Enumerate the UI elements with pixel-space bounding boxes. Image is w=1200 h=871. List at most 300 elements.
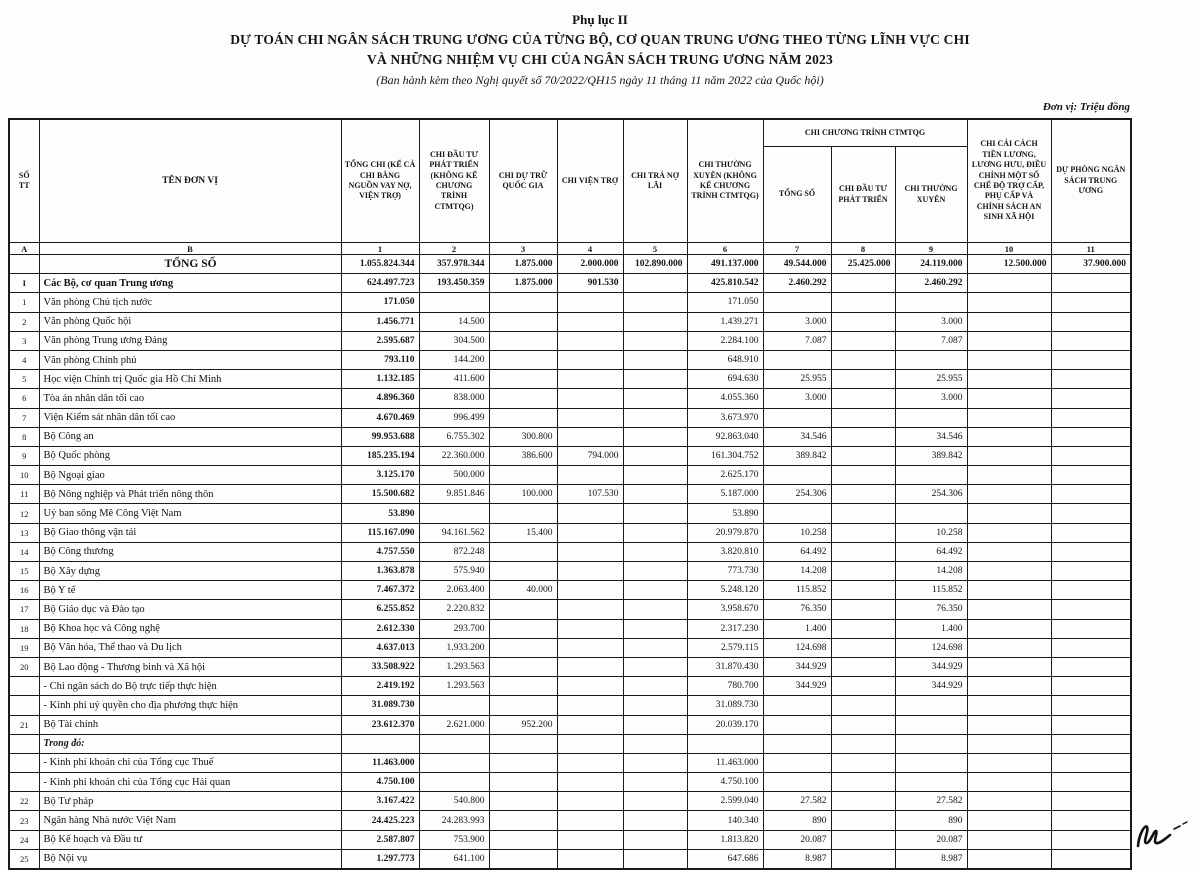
value-col-3 <box>489 293 557 312</box>
value-col-9: 10.258 <box>895 523 967 542</box>
value-col-3 <box>489 734 557 753</box>
row-index: 11 <box>9 485 39 504</box>
value-col-7: 115.852 <box>763 581 831 600</box>
unit-name: Bộ Văn hóa, Thể thao và Du lịch <box>39 638 341 657</box>
value-col-7: 344.929 <box>763 657 831 676</box>
table-row <box>9 293 1131 312</box>
value-col-5 <box>623 370 687 389</box>
table-body <box>9 255 1131 870</box>
value-col-6: 648.910 <box>687 350 763 369</box>
value-col-4 <box>557 830 623 849</box>
value-col-2: 1.293.563 <box>419 657 489 676</box>
table-row <box>9 504 1131 523</box>
value-col-7: 20.087 <box>763 830 831 849</box>
value-col-7: 254.306 <box>763 485 831 504</box>
value-col-2: 2.063.400 <box>419 581 489 600</box>
value-col-7 <box>763 696 831 715</box>
value-col-11 <box>1051 581 1131 600</box>
column-letter: 7 <box>763 243 831 255</box>
unit-name: Bộ Ngoại giao <box>39 466 341 485</box>
value-col-7 <box>763 350 831 369</box>
value-col-3 <box>489 350 557 369</box>
value-col-4 <box>557 715 623 734</box>
row-index: 1 <box>9 293 39 312</box>
value-col-3: 1.875.000 <box>489 255 557 274</box>
value-col-8 <box>831 792 895 811</box>
table-row <box>9 446 1131 465</box>
value-col-10 <box>967 293 1051 312</box>
value-col-6: 53.890 <box>687 504 763 523</box>
value-col-2: 94.161.562 <box>419 523 489 542</box>
value-col-3 <box>489 562 557 581</box>
column-letter: 6 <box>687 243 763 255</box>
value-col-9: 24.119.000 <box>895 255 967 274</box>
unit-name: Uỷ ban sông Mê Công Việt Nam <box>39 504 341 523</box>
value-col-10 <box>967 773 1051 792</box>
budget-table <box>8 118 1132 870</box>
value-col-8 <box>831 562 895 581</box>
unit-name: Tòa án nhân dân tối cao <box>39 389 341 408</box>
value-col-11 <box>1051 753 1131 772</box>
unit-name: Văn phòng Trung ương Đảng <box>39 331 341 350</box>
value-col-3: 100.000 <box>489 485 557 504</box>
value-col-1: 171.050 <box>341 293 419 312</box>
table-row <box>9 312 1131 331</box>
value-col-3 <box>489 600 557 619</box>
value-col-5 <box>623 427 687 446</box>
value-col-3 <box>489 312 557 331</box>
value-col-11 <box>1051 811 1131 830</box>
header-col10: CHI CẢI CÁCH TIỀN LƯƠNG, LƯƠNG HƯU, ĐIỀU CHỈNH MỘT SỐ CHẾ ĐỘ TRỢ CẤP, PHỤ CẤP VÀ CHÍNH SÁCH AN SINH XÃ HỘI <box>967 119 1051 243</box>
value-col-3 <box>489 504 557 523</box>
value-col-11 <box>1051 293 1131 312</box>
value-col-9 <box>895 696 967 715</box>
value-col-3 <box>489 542 557 561</box>
value-col-8 <box>831 638 895 657</box>
value-col-5: 102.890.000 <box>623 255 687 274</box>
value-col-4 <box>557 696 623 715</box>
value-col-6: 4.750.100 <box>687 773 763 792</box>
value-col-6: 3.958.670 <box>687 600 763 619</box>
row-index: 8 <box>9 427 39 446</box>
column-letter: 9 <box>895 243 967 255</box>
value-col-9: 20.087 <box>895 830 967 849</box>
value-col-5 <box>623 677 687 696</box>
table-row <box>9 562 1131 581</box>
table-row <box>9 331 1131 350</box>
row-index: 6 <box>9 389 39 408</box>
value-col-2 <box>419 293 489 312</box>
value-col-1 <box>341 734 419 753</box>
unit-name: Bộ Lao động - Thương binh và Xã hội <box>39 657 341 676</box>
value-col-6: 2.579.115 <box>687 638 763 657</box>
value-col-4: 107.530 <box>557 485 623 504</box>
value-col-5 <box>623 792 687 811</box>
value-col-6: 694.630 <box>687 370 763 389</box>
value-col-1: 4.896.360 <box>341 389 419 408</box>
unit-name: - Kinh phí khoán chi của Tổng cục Hải quan <box>39 773 341 792</box>
value-col-9 <box>895 773 967 792</box>
value-col-2: 838.000 <box>419 389 489 408</box>
value-col-1: 23.612.370 <box>341 715 419 734</box>
value-col-11 <box>1051 734 1131 753</box>
value-col-9: 890 <box>895 811 967 830</box>
value-col-4 <box>557 293 623 312</box>
value-col-10 <box>967 523 1051 542</box>
value-col-8 <box>831 504 895 523</box>
value-col-10 <box>967 792 1051 811</box>
row-index: 12 <box>9 504 39 523</box>
document-title-line1: DỰ TOÁN CHI NGÂN SÁCH TRUNG ƯƠNG CỦA TỪNG BỘ, CƠ QUAN TRUNG ƯƠNG THEO TỪNG LĨNH VỰC CHI <box>230 31 970 47</box>
column-letter: 4 <box>557 243 623 255</box>
table-row <box>9 427 1131 446</box>
value-col-7 <box>763 293 831 312</box>
header-col8: CHI ĐẦU TƯ PHÁT TRIỂN <box>831 147 895 243</box>
value-col-4 <box>557 389 623 408</box>
value-col-1: 1.456.771 <box>341 312 419 331</box>
value-col-3 <box>489 696 557 715</box>
value-col-7: 34.546 <box>763 427 831 446</box>
row-index: 3 <box>9 331 39 350</box>
row-index: 21 <box>9 715 39 734</box>
value-col-5 <box>623 446 687 465</box>
value-col-11 <box>1051 427 1131 446</box>
value-col-8 <box>831 619 895 638</box>
value-col-8 <box>831 485 895 504</box>
value-col-3 <box>489 830 557 849</box>
value-col-8 <box>831 600 895 619</box>
value-col-11 <box>1051 562 1131 581</box>
value-col-5 <box>623 619 687 638</box>
value-col-4 <box>557 331 623 350</box>
table-row <box>9 677 1131 696</box>
value-col-10 <box>967 830 1051 849</box>
value-col-7: 64.492 <box>763 542 831 561</box>
value-col-7: 124.698 <box>763 638 831 657</box>
header-col6: CHI THƯỜNG XUYÊN (KHÔNG KỂ CHƯƠNG TRÌNH CTMTQG) <box>687 119 763 243</box>
value-col-3: 952.200 <box>489 715 557 734</box>
row-index <box>9 255 39 274</box>
value-col-11 <box>1051 638 1131 657</box>
value-col-5 <box>623 753 687 772</box>
value-col-3: 386.600 <box>489 446 557 465</box>
value-col-8 <box>831 677 895 696</box>
row-index: I <box>9 274 39 293</box>
value-col-1: 2.419.192 <box>341 677 419 696</box>
value-col-9: 27.582 <box>895 792 967 811</box>
value-col-1: 4.637.013 <box>341 638 419 657</box>
column-letter: 3 <box>489 243 557 255</box>
value-col-4: 901.530 <box>557 274 623 293</box>
value-col-4 <box>557 408 623 427</box>
value-col-4 <box>557 619 623 638</box>
value-col-5 <box>623 542 687 561</box>
table-row <box>9 370 1131 389</box>
value-col-9: 2.460.292 <box>895 274 967 293</box>
value-col-6: 425.810.542 <box>687 274 763 293</box>
value-col-10 <box>967 274 1051 293</box>
value-col-3 <box>489 370 557 389</box>
header-stt: SỐ TT <box>9 119 39 243</box>
value-col-1: 6.255.852 <box>341 600 419 619</box>
value-col-10 <box>967 638 1051 657</box>
unit-name: Bộ Công thương <box>39 542 341 561</box>
value-col-3 <box>489 792 557 811</box>
value-col-1: 3.167.422 <box>341 792 419 811</box>
value-col-10 <box>967 446 1051 465</box>
value-col-8 <box>831 389 895 408</box>
value-col-8 <box>831 293 895 312</box>
unit-name: TỔNG SỐ <box>39 255 341 274</box>
value-col-1: 7.467.372 <box>341 581 419 600</box>
unit-name: Văn phòng Chủ tịch nước <box>39 293 341 312</box>
value-col-11 <box>1051 312 1131 331</box>
value-col-3 <box>489 773 557 792</box>
value-col-1: 31.089.730 <box>341 696 419 715</box>
unit-name: - Kinh phí uỷ quyền cho địa phương thực hiện <box>39 696 341 715</box>
value-col-6: 647.686 <box>687 849 763 869</box>
header-group-ctmtqg: CHI CHƯƠNG TRÌNH CTMTQG <box>763 119 967 147</box>
value-col-8 <box>831 811 895 830</box>
row-index <box>9 753 39 772</box>
value-col-11 <box>1051 466 1131 485</box>
value-col-8 <box>831 427 895 446</box>
value-col-5 <box>623 504 687 523</box>
value-col-6: 3.820.810 <box>687 542 763 561</box>
column-letter-row <box>9 243 1131 255</box>
table-row <box>9 753 1131 772</box>
value-col-2: 193.450.359 <box>419 274 489 293</box>
value-col-6: 5.248.120 <box>687 581 763 600</box>
value-col-5 <box>623 715 687 734</box>
value-col-6: 1.439.271 <box>687 312 763 331</box>
value-col-8 <box>831 734 895 753</box>
value-col-5 <box>623 849 687 869</box>
unit-note: Đơn vị: Triệu đồng <box>1042 101 1130 113</box>
column-letter: 5 <box>623 243 687 255</box>
table-row <box>9 581 1131 600</box>
value-col-4 <box>557 312 623 331</box>
value-col-10 <box>967 312 1051 331</box>
value-col-3 <box>489 331 557 350</box>
value-col-5 <box>623 562 687 581</box>
value-col-8 <box>831 274 895 293</box>
value-col-11 <box>1051 696 1131 715</box>
row-index <box>9 734 39 753</box>
value-col-2: 2.621.000 <box>419 715 489 734</box>
value-col-1: 793.110 <box>341 350 419 369</box>
value-col-7: 14.208 <box>763 562 831 581</box>
unit-name: Bộ Giáo dục và Đào tạo <box>39 600 341 619</box>
value-col-1: 99.953.688 <box>341 427 419 446</box>
value-col-2: 996.499 <box>419 408 489 427</box>
value-col-1: 3.125.170 <box>341 466 419 485</box>
value-col-11 <box>1051 792 1131 811</box>
table-row <box>9 485 1131 504</box>
value-col-9: 389.842 <box>895 446 967 465</box>
document-header <box>0 0 1200 89</box>
value-col-4 <box>557 811 623 830</box>
value-col-8 <box>831 542 895 561</box>
value-col-4 <box>557 504 623 523</box>
row-index: 25 <box>9 849 39 869</box>
value-col-7: 2.460.292 <box>763 274 831 293</box>
value-col-6 <box>687 734 763 753</box>
value-col-6: 773.730 <box>687 562 763 581</box>
value-col-7 <box>763 753 831 772</box>
row-index: 16 <box>9 581 39 600</box>
value-col-8 <box>831 773 895 792</box>
row-index: 23 <box>9 811 39 830</box>
value-col-10: 12.500.000 <box>967 255 1051 274</box>
value-col-2: 872.248 <box>419 542 489 561</box>
value-col-8 <box>831 830 895 849</box>
table-row <box>9 542 1131 561</box>
value-col-3 <box>489 657 557 676</box>
value-col-3 <box>489 389 557 408</box>
value-col-5 <box>623 389 687 408</box>
value-col-7 <box>763 408 831 427</box>
value-col-2: 500.000 <box>419 466 489 485</box>
value-col-2 <box>419 504 489 523</box>
value-col-2: 641.100 <box>419 849 489 869</box>
value-col-9: 344.929 <box>895 657 967 676</box>
value-col-1: 11.463.000 <box>341 753 419 772</box>
value-col-10 <box>967 485 1051 504</box>
header-col1: TỔNG CHI (KỂ CẢ CHI BẰNG NGUỒN VAY NỢ, VIỆN TRỢ) <box>341 119 419 243</box>
value-col-2 <box>419 753 489 772</box>
value-col-9: 3.000 <box>895 389 967 408</box>
value-col-2: 293.700 <box>419 619 489 638</box>
value-col-4 <box>557 773 623 792</box>
value-col-1: 2.587.807 <box>341 830 419 849</box>
value-col-11 <box>1051 274 1131 293</box>
value-col-5 <box>623 696 687 715</box>
row-index <box>9 696 39 715</box>
table-row <box>9 734 1131 753</box>
value-col-1: 33.508.922 <box>341 657 419 676</box>
value-col-6: 20.979.870 <box>687 523 763 542</box>
unit-name: Các Bộ, cơ quan Trung ương <box>39 274 341 293</box>
value-col-5 <box>623 274 687 293</box>
value-col-7: 3.000 <box>763 312 831 331</box>
value-col-9: 124.698 <box>895 638 967 657</box>
value-col-3 <box>489 753 557 772</box>
table-row <box>9 638 1131 657</box>
value-col-2: 304.500 <box>419 331 489 350</box>
value-col-6: 3.673.970 <box>687 408 763 427</box>
value-col-4 <box>557 542 623 561</box>
value-col-4 <box>557 753 623 772</box>
table-row <box>9 773 1131 792</box>
value-col-3 <box>489 677 557 696</box>
value-col-4 <box>557 370 623 389</box>
value-col-11 <box>1051 446 1131 465</box>
value-col-7 <box>763 466 831 485</box>
table-row <box>9 274 1131 293</box>
value-col-11 <box>1051 504 1131 523</box>
column-letter: B <box>39 243 341 255</box>
value-col-8: 25.425.000 <box>831 255 895 274</box>
value-col-2: 411.600 <box>419 370 489 389</box>
value-col-8 <box>831 753 895 772</box>
unit-name: - Kinh phí khoán chi của Tổng cục Thuế <box>39 753 341 772</box>
value-col-8 <box>831 696 895 715</box>
value-col-5 <box>623 830 687 849</box>
table-row <box>9 389 1131 408</box>
value-col-10 <box>967 849 1051 869</box>
value-col-10 <box>967 350 1051 369</box>
value-col-3 <box>489 408 557 427</box>
value-col-6: 2.599.040 <box>687 792 763 811</box>
value-col-9 <box>895 350 967 369</box>
value-col-5 <box>623 734 687 753</box>
table-row <box>9 715 1131 734</box>
unit-name: Bộ Tư pháp <box>39 792 341 811</box>
table-row <box>9 811 1131 830</box>
value-col-3: 300.800 <box>489 427 557 446</box>
value-col-10 <box>967 657 1051 676</box>
value-col-7: 1.400 <box>763 619 831 638</box>
value-col-2 <box>419 696 489 715</box>
value-col-10 <box>967 753 1051 772</box>
value-col-1: 53.890 <box>341 504 419 523</box>
value-col-8 <box>831 331 895 350</box>
value-col-1: 4.757.550 <box>341 542 419 561</box>
value-col-7: 389.842 <box>763 446 831 465</box>
unit-name: Bộ Giao thông vận tải <box>39 523 341 542</box>
value-col-9 <box>895 466 967 485</box>
value-col-8 <box>831 657 895 676</box>
value-col-9 <box>895 408 967 427</box>
value-col-2: 753.900 <box>419 830 489 849</box>
value-col-10 <box>967 696 1051 715</box>
row-index: 15 <box>9 562 39 581</box>
value-col-1: 115.167.090 <box>341 523 419 542</box>
value-col-6: 92.863.040 <box>687 427 763 446</box>
value-col-11 <box>1051 677 1131 696</box>
value-col-10 <box>967 734 1051 753</box>
value-col-9: 76.350 <box>895 600 967 619</box>
unit-name: Văn phòng Quốc hội <box>39 312 341 331</box>
column-letter: 1 <box>341 243 419 255</box>
value-col-1: 1.055.824.344 <box>341 255 419 274</box>
row-index: 17 <box>9 600 39 619</box>
value-col-2 <box>419 773 489 792</box>
value-col-10 <box>967 600 1051 619</box>
column-letter: 10 <box>967 243 1051 255</box>
value-col-4 <box>557 562 623 581</box>
value-col-10 <box>967 427 1051 446</box>
value-col-7: 7.087 <box>763 331 831 350</box>
value-col-5 <box>623 811 687 830</box>
value-col-5 <box>623 293 687 312</box>
value-col-1: 1.297.773 <box>341 849 419 869</box>
value-col-8 <box>831 312 895 331</box>
row-index: 19 <box>9 638 39 657</box>
table-row <box>9 792 1131 811</box>
value-col-7: 49.544.000 <box>763 255 831 274</box>
document-subtitle: (Ban hành kèm theo Nghị quyết số 70/2022/QH15 ngày 11 tháng 11 năm 2022 của Quốc hội) <box>376 73 824 87</box>
value-col-7: 8.987 <box>763 849 831 869</box>
value-col-7: 27.582 <box>763 792 831 811</box>
value-col-10 <box>967 581 1051 600</box>
value-col-3: 15.400 <box>489 523 557 542</box>
value-col-1: 24.425.223 <box>341 811 419 830</box>
table-row <box>9 600 1131 619</box>
appendix-label: Phụ lục II <box>572 12 628 27</box>
value-col-6: 780.700 <box>687 677 763 696</box>
